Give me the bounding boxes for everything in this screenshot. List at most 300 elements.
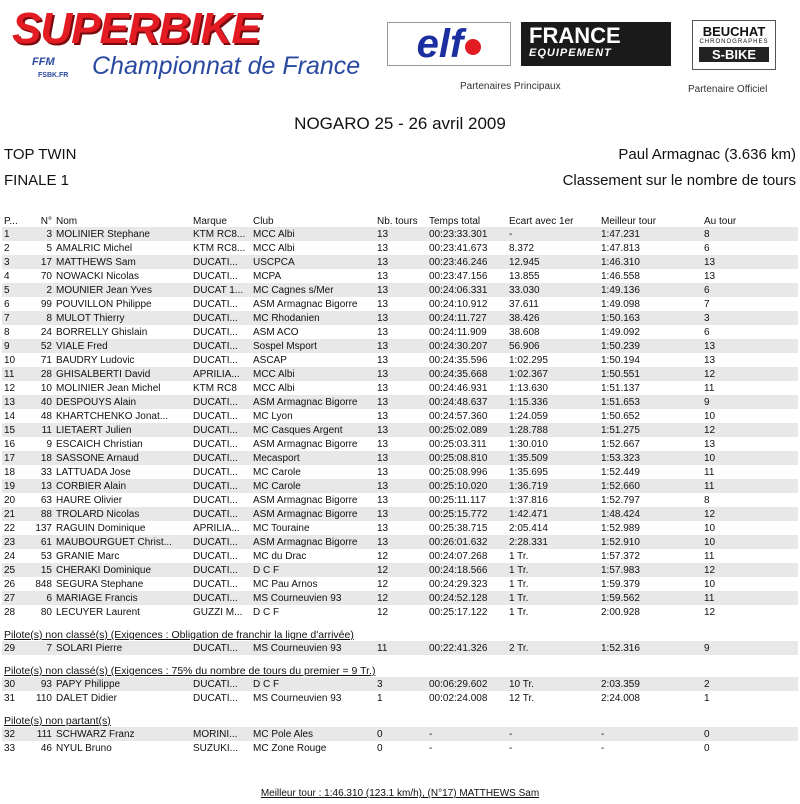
cell-brand: DUCATI... <box>191 395 251 409</box>
cell-atlap: 6 <box>702 283 798 297</box>
cell-num: 53 <box>40 550 52 562</box>
cell-num: 40 <box>32 395 54 409</box>
cell-name: DALET Didier <box>56 692 117 704</box>
table-row <box>2 395 798 409</box>
france-equipement-logo <box>521 22 671 66</box>
cell-club: ASM Armagnac Bigorre <box>253 298 358 310</box>
cell-gap: 1 Tr. <box>507 563 599 577</box>
cell-brand: DUCATI... <box>191 591 251 605</box>
cell-pos: 9 <box>2 339 32 353</box>
cell-brand: DUCATI... <box>193 326 238 338</box>
cell-best: 1:52.449 <box>601 466 640 478</box>
table-row <box>2 577 798 591</box>
cell-time: 00:25:03.311 <box>429 438 487 450</box>
cell-brand: DUCATI... <box>193 578 238 590</box>
cell-atlap: 11 <box>702 591 798 605</box>
cell-num: 6 <box>32 591 54 605</box>
section-title: Pilote(s) non classé(s) (Exigences : Obligation de franchir la ligne d'arrivée) <box>2 619 798 641</box>
cell-best: 1:53.323 <box>599 451 702 465</box>
cell-brand: DUCATI... <box>191 423 251 437</box>
cell-atlap: 13 <box>704 354 716 366</box>
cell-laps: 13 <box>377 326 389 338</box>
cell-club: D C F <box>251 677 375 691</box>
cell-time: 00:24:10.912 <box>429 298 488 310</box>
cell-num: 80 <box>40 606 52 618</box>
cell-brand: DUCATI... <box>191 563 251 577</box>
cell-gap: 38.426 <box>507 311 599 325</box>
cell-name: CORBIER Alain <box>54 479 191 493</box>
cell-name: ESCAICH Christian <box>56 438 143 450</box>
cell-num: 8 <box>32 311 54 325</box>
cell-atlap: 11 <box>704 550 715 562</box>
cell-brand: DUCATI... <box>191 339 251 353</box>
cell-name: MOUNIER Jean Yves <box>54 283 191 297</box>
cell-time: 00:24:57.360 <box>429 410 488 422</box>
cell-best: 1:51.137 <box>601 382 640 394</box>
cell-brand: DUCATI... <box>191 311 251 325</box>
cell-time: 00:23:47.156 <box>429 270 488 282</box>
cell-brand: DUCATI... <box>191 641 251 655</box>
beuchat-line3: S-BIKE <box>699 47 769 62</box>
cell-time: 00:25:08.996 <box>429 466 488 478</box>
cell-laps: 12 <box>377 578 389 590</box>
cell-gap: 10 Tr. <box>507 677 599 691</box>
cell-atlap: 10 <box>704 410 716 422</box>
cell-best: 1:57.372 <box>601 550 640 562</box>
cell-num: 28 <box>32 367 54 381</box>
cell-atlap: 9 <box>702 395 798 409</box>
fe-line2: EQUIPEMENT <box>529 47 612 59</box>
cell-gap: 33.030 <box>507 283 599 297</box>
cell-gap: 1:30.010 <box>509 438 548 450</box>
section-header <box>2 619 798 641</box>
cell-pos: 26 <box>4 578 16 590</box>
cell-laps: 13 <box>377 382 389 394</box>
cell-brand: DUCATI... <box>193 494 238 506</box>
table-row <box>2 381 798 395</box>
cell-brand: KTM RC8... <box>193 242 246 254</box>
cell-best: 1:57.983 <box>599 563 702 577</box>
cell-gap: 2:28.331 <box>507 535 599 549</box>
cell-brand: DUCATI... <box>193 354 238 366</box>
col-best-lap: Meilleur tour <box>601 216 657 227</box>
cell-name: GRANIE Marc <box>56 550 120 562</box>
cell-name: BAUDRY Ludovic <box>56 354 135 366</box>
cell-gap: 38.608 <box>509 326 540 338</box>
cell-best: 1:50.194 <box>601 354 640 366</box>
cell-pos: 15 <box>2 423 32 437</box>
cell-laps: 12 <box>377 606 389 618</box>
cell-club: D C F <box>253 606 280 618</box>
cell-best: 1:52.667 <box>601 438 640 450</box>
cell-club: ASCAP <box>253 354 287 366</box>
results-body <box>2 227 798 755</box>
results-table <box>2 210 798 755</box>
event-title: NOGARO 25 - 26 avril 2009 <box>294 114 506 133</box>
cell-best: 1:50.652 <box>601 410 640 422</box>
table-row <box>2 367 798 381</box>
section-title: Pilote(s) non classé(s) (Exigences : 75% du nombre de tours du premier = 9 Tr.) <box>2 655 798 677</box>
cell-name: TROLARD Nicolas <box>54 507 191 521</box>
cell-laps: 13 <box>375 367 427 381</box>
cell-time: 00:24:11.727 <box>427 311 507 325</box>
cell-brand: APRILIA... <box>191 367 251 381</box>
cell-club: D C F <box>251 563 375 577</box>
cell-atlap: 10 <box>704 578 716 590</box>
table-row <box>2 311 798 325</box>
col-position: P... <box>4 216 18 227</box>
cell-time: 00:23:46.246 <box>427 255 507 269</box>
cell-pos: 29 <box>2 641 32 655</box>
cell-club: MCPA <box>253 270 282 282</box>
table-row <box>2 437 798 451</box>
cell-pos: 4 <box>4 270 10 282</box>
cell-time: 00:06:29.602 <box>427 677 507 691</box>
cell-best: 1:49.092 <box>601 326 640 338</box>
circuit-label: Paul Armagnac (3.636 km) <box>618 146 796 163</box>
cell-time: 00:02:24.008 <box>429 692 488 704</box>
cell-atlap: 6 <box>704 326 710 338</box>
cell-num: 48 <box>40 410 52 422</box>
cell-brand: DUCATI... <box>191 677 251 691</box>
cell-time: 00:24:35.596 <box>429 354 488 366</box>
cell-club: MC Pole Ales <box>251 727 375 741</box>
partners-main-label: Partenaires Principaux <box>460 81 561 92</box>
cell-laps: 12 <box>375 591 427 605</box>
table-row <box>2 549 798 563</box>
cell-name: CHERAKI Dominique <box>54 563 191 577</box>
superbike-logo <box>10 4 380 84</box>
table-row <box>2 641 798 655</box>
cell-name: NYUL Bruno <box>56 742 112 754</box>
cell-brand: DUCATI... <box>193 410 238 422</box>
cell-pos: 19 <box>2 479 32 493</box>
table-row <box>2 227 798 241</box>
cell-num: 13 <box>32 479 54 493</box>
cell-club: MC Casques Argent <box>251 423 375 437</box>
cell-name: SASSONE Arnaud <box>54 451 191 465</box>
beuchat-logo <box>692 20 776 70</box>
col-name: Nom <box>56 216 78 227</box>
cell-brand: DUCATI... <box>193 550 238 562</box>
cell-pos: 11 <box>2 367 32 381</box>
cell-name: GHISALBERTI David <box>54 367 191 381</box>
cell-club: MCC Albi <box>253 382 295 394</box>
cell-best: 1:46.310 <box>599 255 702 269</box>
cell-atlap: 13 <box>704 438 716 450</box>
cell-num: 7 <box>32 641 54 655</box>
cell-atlap: 10 <box>702 535 798 549</box>
cell-name: SCHWARZ Franz <box>54 727 191 741</box>
cell-pos: 3 <box>2 255 32 269</box>
cell-atlap: 8 <box>702 227 798 241</box>
cell-time: 00:24:29.323 <box>429 578 488 590</box>
cell-laps: 13 <box>377 242 389 254</box>
cell-time: 00:25:02.089 <box>427 423 507 437</box>
cell-club: MC Carole <box>253 466 301 478</box>
cell-club: MC Carole <box>251 479 375 493</box>
cell-gap: 1:28.788 <box>507 423 599 437</box>
cell-laps: 13 <box>377 522 389 534</box>
cell-atlap: 9 <box>702 641 798 655</box>
cell-brand: DUCATI... <box>191 451 251 465</box>
cell-num: 2 <box>32 283 54 297</box>
cell-gap: 1:24.059 <box>509 410 548 422</box>
cell-time: 00:23:41.673 <box>429 242 488 254</box>
cell-brand: DUCAT 1... <box>191 283 251 297</box>
cell-gap: 1:13.630 <box>509 382 548 394</box>
cell-best: 2:24.008 <box>601 692 640 704</box>
cell-brand: KTM RC8... <box>191 227 251 241</box>
cell-laps: 12 <box>377 550 389 562</box>
cell-club: MS Courneuvien 93 <box>251 591 375 605</box>
cell-pos: 2 <box>4 242 10 254</box>
cell-best: 1:49.136 <box>599 283 702 297</box>
cell-atlap: 11 <box>704 382 715 394</box>
cell-gap: 1 Tr. <box>507 591 599 605</box>
cell-atlap: 10 <box>702 451 798 465</box>
cell-atlap: 6 <box>704 242 710 254</box>
section-title: Pilote(s) non partant(s) <box>2 705 798 727</box>
cell-name: DESPOUYS Alain <box>54 395 191 409</box>
cell-num: 17 <box>32 255 54 269</box>
cell-laps: 1 <box>377 692 383 704</box>
cell-laps: 13 <box>377 438 389 450</box>
cell-laps: 0 <box>377 742 383 754</box>
cell-laps: 13 <box>377 466 389 478</box>
table-row <box>2 409 798 423</box>
cell-gap: 1 Tr. <box>509 550 529 562</box>
fsbk-label: FSBK.FR <box>38 72 69 79</box>
cell-time: 00:25:17.122 <box>429 606 488 618</box>
cell-laps: 13 <box>375 339 427 353</box>
cell-brand: DUCATI... <box>191 507 251 521</box>
cell-pos: 8 <box>4 326 10 338</box>
cell-name: RAGUIN Dominique <box>56 522 146 534</box>
cell-gap: 1:36.719 <box>507 479 599 493</box>
table-row <box>2 727 798 741</box>
cell-time: 00:26:01.632 <box>427 535 507 549</box>
cell-name: KHARTCHENKO Jonat... <box>56 410 169 422</box>
brand-subtitle: Championnat de France <box>92 52 361 80</box>
cell-club: MS Courneuvien 93 <box>251 641 375 655</box>
cell-gap: - <box>507 227 599 241</box>
cell-atlap: 8 <box>704 494 710 506</box>
cell-brand: DUCATI... <box>193 298 238 310</box>
cell-best: 1:47.231 <box>599 227 702 241</box>
cell-brand: DUCATI... <box>193 270 238 282</box>
cell-time: 00:24:46.931 <box>429 382 488 394</box>
cell-pos: 20 <box>4 494 16 506</box>
cell-name: LATTUADA Jose <box>56 466 131 478</box>
cell-best: 1:52.989 <box>601 522 640 534</box>
table-row <box>2 591 798 605</box>
table-row <box>2 691 798 705</box>
cell-gap: 1 Tr. <box>509 578 529 590</box>
cell-atlap: 11 <box>702 479 798 493</box>
cell-best: 1:52.660 <box>599 479 702 493</box>
cell-gap: - <box>509 742 513 754</box>
cell-gap: 1 Tr. <box>509 606 529 618</box>
cell-num: 46 <box>40 742 52 754</box>
table-row <box>2 339 798 353</box>
cell-gap: 1:42.471 <box>507 507 599 521</box>
cell-pos: 13 <box>2 395 32 409</box>
cell-best: 1:50.163 <box>599 311 702 325</box>
cell-pos: 12 <box>4 382 16 394</box>
beuchat-line1: BEUCHAT <box>702 24 766 39</box>
cell-best: 1:52.797 <box>601 494 640 506</box>
cell-num: 52 <box>32 339 54 353</box>
cell-pos: 27 <box>2 591 32 605</box>
cell-time: 00:25:38.715 <box>429 522 488 534</box>
cell-pos: 32 <box>2 727 32 741</box>
cell-time: 00:24:11.909 <box>429 326 487 338</box>
fe-line1: FRANCE <box>529 23 621 48</box>
table-row <box>2 325 798 339</box>
cell-best: 1:50.551 <box>599 367 702 381</box>
cell-num: 3 <box>32 227 54 241</box>
col-club: Club <box>253 216 274 227</box>
cell-club: MC Touraine <box>253 522 310 534</box>
cell-pos: 16 <box>4 438 16 450</box>
cell-laps: 0 <box>375 727 427 741</box>
cell-gap: 13.855 <box>509 270 540 282</box>
cell-num: 11 <box>32 423 54 437</box>
cell-best: 1:51.275 <box>599 423 702 437</box>
cell-time: 00:25:10.020 <box>427 479 507 493</box>
cell-name: MOLINIER Stephane <box>54 227 191 241</box>
cell-pos: 18 <box>4 466 16 478</box>
cell-club: MC Cagnes s/Mer <box>251 283 375 297</box>
cell-num: 24 <box>40 326 52 338</box>
cell-gap: 1:37.816 <box>509 494 548 506</box>
cell-best: 1:52.910 <box>599 535 702 549</box>
cell-brand: DUCATI... <box>193 438 238 450</box>
cell-club: ASM Armagnac Bigorre <box>251 535 375 549</box>
cell-laps: 13 <box>375 255 427 269</box>
partner-official-label: Partenaire Officiel <box>688 84 768 95</box>
cell-best: 1:48.424 <box>599 507 702 521</box>
cell-name: MAUBOURGUET Christ... <box>54 535 191 549</box>
cell-club: Mecasport <box>251 451 375 465</box>
cell-time: 00:24:07.268 <box>429 550 488 562</box>
table-row <box>2 605 798 619</box>
cell-pos: 14 <box>4 410 16 422</box>
cell-name: MATTHEWS Sam <box>54 255 191 269</box>
cell-time: 00:25:08.810 <box>427 451 507 465</box>
cell-time: 00:24:06.331 <box>427 283 507 297</box>
cell-num: 71 <box>40 354 52 366</box>
cell-club: MS Courneuvien 93 <box>253 692 342 704</box>
cell-gap: 2:05.414 <box>509 522 548 534</box>
cell-num: 111 <box>32 727 54 741</box>
cell-name: PAPY Philippe <box>54 677 191 691</box>
cell-num: 15 <box>32 563 54 577</box>
cell-name: MOLINIER Jean Michel <box>56 382 161 394</box>
cell-best: - <box>599 727 702 741</box>
cell-brand: DUCATI... <box>191 535 251 549</box>
cell-pos: 10 <box>4 354 16 366</box>
cell-laps: 13 <box>377 298 389 310</box>
table-row <box>2 563 798 577</box>
cell-club: MC Pau Arnos <box>253 578 318 590</box>
cell-best: 1:46.558 <box>601 270 640 282</box>
table-row <box>2 451 798 465</box>
cell-atlap: 3 <box>702 311 798 325</box>
col-brand: Marque <box>193 216 227 227</box>
cell-pos: 31 <box>4 692 16 704</box>
cell-best: - <box>601 742 605 754</box>
cell-laps: 3 <box>375 677 427 691</box>
cell-laps: 13 <box>375 395 427 409</box>
elf-dot-icon <box>465 39 481 55</box>
cell-club: ASM Armagnac Bigorre <box>251 507 375 521</box>
col-gap: Ecart avec 1er <box>509 216 574 227</box>
cell-brand: DUCATI... <box>191 479 251 493</box>
cell-atlap: 1 <box>704 692 710 704</box>
cell-brand: MORINI... <box>191 727 251 741</box>
cell-brand: DUCATI... <box>193 692 238 704</box>
cell-club: ASM Armagnac Bigorre <box>251 395 375 409</box>
table-row <box>2 741 798 755</box>
cell-num: 18 <box>32 451 54 465</box>
cell-time: 00:22:41.326 <box>427 641 507 655</box>
cell-laps: 13 <box>377 270 389 282</box>
category-label: TOP TWIN <box>4 146 77 163</box>
cell-club: MC Zone Rouge <box>253 742 327 754</box>
cell-atlap: 0 <box>702 727 798 741</box>
cell-atlap: 12 <box>702 563 798 577</box>
cell-best: 2:00.928 <box>601 606 640 618</box>
cell-num: 70 <box>40 270 52 282</box>
cell-atlap: 2 <box>702 677 798 691</box>
table-row <box>2 507 798 521</box>
ffm-logo: FFM <box>32 56 55 68</box>
cell-num: 33 <box>40 466 52 478</box>
cell-pos: 23 <box>2 535 32 549</box>
col-total-time: Temps total <box>429 216 481 227</box>
cell-gap: 56.906 <box>507 339 599 353</box>
cell-num: 61 <box>32 535 54 549</box>
cell-gap: - <box>507 727 599 741</box>
cell-atlap: 13 <box>702 339 798 353</box>
table-row <box>2 521 798 535</box>
table-row <box>2 255 798 269</box>
cell-laps: 13 <box>377 354 389 366</box>
cell-club: MC Lyon <box>253 410 293 422</box>
cell-atlap: 10 <box>704 522 716 534</box>
cell-atlap: 12 <box>702 507 798 521</box>
cell-atlap: 13 <box>702 255 798 269</box>
cell-name: BORRELLY Ghislain <box>56 326 148 338</box>
cell-brand: DUCATI... <box>193 466 238 478</box>
table-row <box>2 535 798 549</box>
cell-laps: 13 <box>375 311 427 325</box>
cell-time: - <box>427 727 507 741</box>
cell-time: 00:24:48.637 <box>427 395 507 409</box>
cell-num: 9 <box>46 438 52 450</box>
section-header <box>2 655 798 677</box>
cell-laps: 11 <box>375 641 427 655</box>
cell-best: 1:59.379 <box>601 578 640 590</box>
page-header <box>0 0 800 100</box>
col-laps: Nb. tours <box>377 216 418 227</box>
cell-atlap: 13 <box>704 270 716 282</box>
cell-laps: 13 <box>377 410 389 422</box>
cell-club: Sospel Msport <box>251 339 375 353</box>
cell-gap: 2 Tr. <box>507 641 599 655</box>
